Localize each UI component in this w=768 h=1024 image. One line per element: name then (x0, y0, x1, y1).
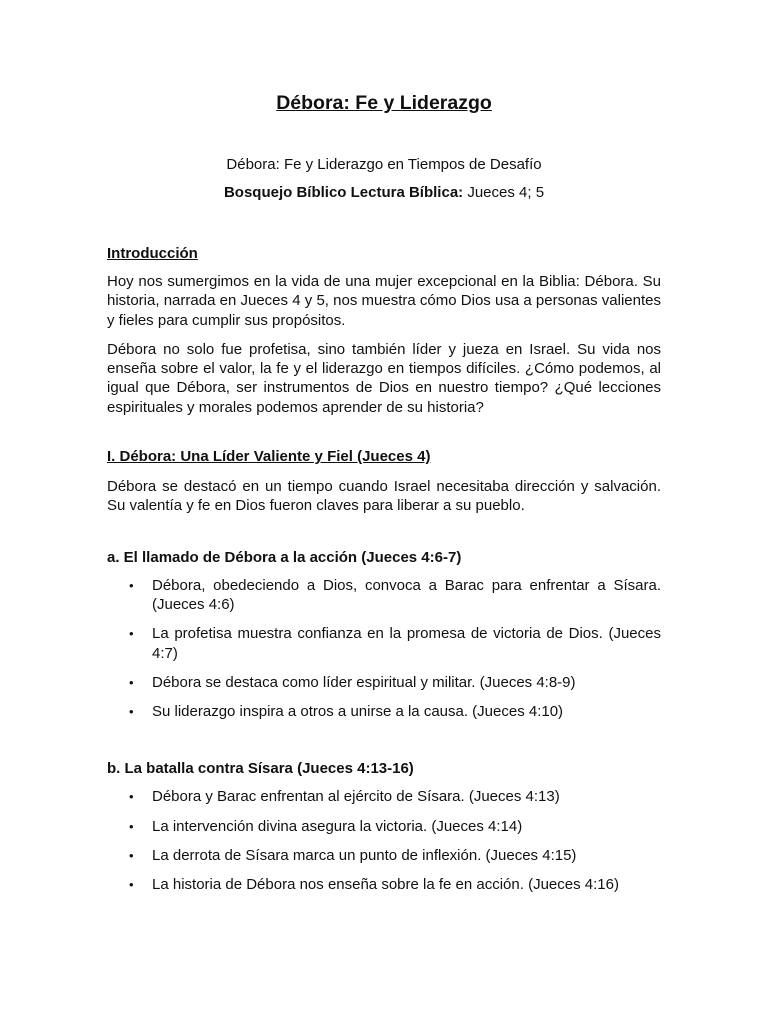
list-item (107, 702, 661, 721)
list-item (107, 673, 661, 692)
bullet-icon: • (129, 626, 134, 642)
bible-reading-value: Jueces 4; 5 (463, 184, 545, 201)
list-item (107, 846, 661, 865)
list-item (107, 576, 661, 615)
subsection-b-heading: b. La batalla contra Sísara (Jueces 4:13-16) (107, 760, 414, 778)
bullet-icon: • (129, 848, 134, 864)
section-1-paragraph: Débora se destacó en un tiempo cuando Israel necesitaba dirección y salvación. Su valentía y fe en Dios fueron claves para liberar a su pueblo. (107, 478, 661, 515)
list-item (107, 624, 661, 663)
list-item-text: Débora se destaca como líder espiritual y militar. (Jueces 4:8-9) (152, 673, 576, 691)
bible-reading-label: Bosquejo Bíblico Lectura Bíblica: (223, 184, 464, 201)
bible-reading-line (107, 183, 661, 203)
list-item-text: La derrota de Sísara marca un punto de inflexión. (Jueces 4:15) (152, 847, 577, 865)
bullet-icon: • (129, 704, 134, 720)
bullet-icon: • (129, 577, 134, 593)
subsection-a-heading: a. El llamado de Débora a la acción (Jueces 4:6-7) (107, 548, 462, 566)
bullet-icon: • (129, 674, 134, 690)
list-item-text: Débora y Barac enfrentan al ejército de Sísara. (Jueces 4:13) (152, 788, 560, 806)
list-item (107, 787, 661, 806)
intro-heading: Introducción (107, 245, 198, 262)
list-item-text: Su liderazgo inspira a otros a unirse a la causa. (Jueces 4:10) (152, 703, 564, 721)
intro-paragraph-2: Débora no solo fue profetisa, sino también líder y jueza en Israel. Su vida nos enseña sobre el valor, la fe y el liderazgo en tiempos difíciles. ¿Cómo podemos, al igual que Débora, ser instrumentos de Dios en nuestro tiempo? ¿Qué lecciones espirituales y morales podemos aprender de su historia? (107, 340, 661, 416)
subsection-b-list (107, 787, 661, 894)
section-1-heading: I. Débora: Una Líder Valiente y Fiel (Jueces 4) (107, 448, 431, 466)
list-item-text: Débora, obedeciendo a Dios, convoca a Barac para enfrentar a Sísara. (Jueces 4:6) (152, 576, 661, 613)
list-item-text: La historia de Débora nos enseña sobre la fe en acción. (Jueces 4:16) (152, 876, 619, 894)
bullet-icon: • (129, 818, 134, 834)
bullet-icon: • (129, 789, 134, 805)
list-item (107, 817, 661, 836)
bullet-icon: • (129, 877, 134, 893)
document-title: Débora: Fe y Liderazgo (276, 92, 492, 114)
list-item-text: La profetisa muestra confianza en la promesa de victoria de Dios. (Jueces 4:7) (152, 625, 661, 662)
intro-paragraph-1: Hoy nos sumergimos en la vida de una mujer excepcional en la Biblia: Débora. Su historia, narrada en Jueces 4 y 5, nos muestra cómo Dios usa a personas valientes y fieles para cumplir sus propósitos. (107, 273, 661, 329)
subsection-a-list (107, 576, 661, 722)
list-item (107, 875, 661, 894)
list-item-text: La intervención divina asegura la victoria. (Jueces 4:14) (152, 817, 523, 835)
document-subtitle: Débora: Fe y Liderazgo en Tiempos de Desafío (226, 156, 542, 173)
